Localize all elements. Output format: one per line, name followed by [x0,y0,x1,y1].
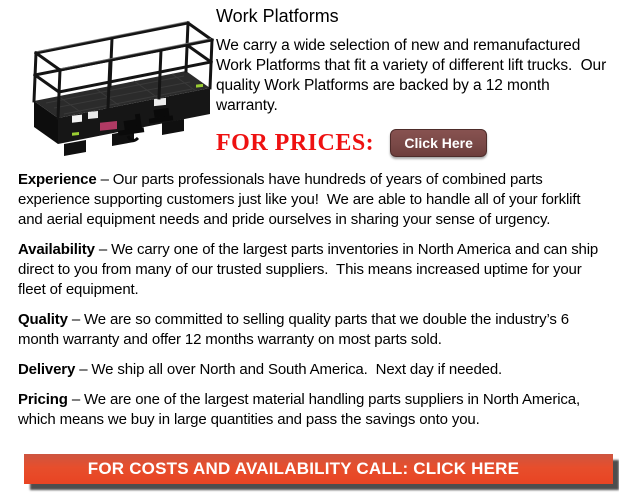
feature-text: – We carry one of the largest parts inventories in North America and can ship direct to you from many of our trusted suppliers. This means increased uptime for your fleet of equipment. [18,241,603,298]
feature-lead: Experience [18,171,97,188]
intro-column [216,6,614,157]
feature-text: – We are so committed to selling quality parts that we double the industry’s 6 month warranty and offer 12 months warranty on most parts sold. [18,311,574,348]
features-section [18,170,608,440]
feature-lead: Quality [18,311,68,328]
work-platform-image [12,8,215,160]
feature-paragraph-pricing [18,390,608,430]
feature-lead: Availability [18,241,95,258]
feature-paragraph-availability [18,240,608,300]
feature-paragraph-experience [18,170,608,230]
bottom-cta-banner[interactable]: FOR COSTS AND AVAILABILITY CALL: CLICK HERE [24,454,613,484]
page-title: Work Platforms [216,6,339,26]
feature-paragraph-quality [18,310,608,350]
feature-lead: Pricing [18,391,68,408]
feature-text: – Our parts professionals have hundreds of years of combined parts experience supporting customers just like you! We are able to handle all of your forklift and aerial equipment needs and pride ourselves in sharing your sense of urgency. [18,171,585,228]
for-prices-label: FOR PRICES: [216,129,375,156]
feature-text: – We ship all over North and South America. Next day if needed. [75,361,503,378]
feature-lead: Delivery [18,361,76,378]
feature-paragraph-delivery [18,360,608,380]
prices-click-here-button[interactable]: Click Here [390,129,487,157]
prices-row [216,129,614,157]
feature-text: – We are one of the largest material handling parts suppliers in North America, which means we buy in large quantities and pass the savings onto you. [18,391,584,428]
intro-text: We carry a wide selection of new and remanufactured Work Platforms that fit a variety of different lift trucks. Our quality Work Platforms are backed by a 12 month warranty. [216,37,611,114]
work-platform-illustration [12,8,215,160]
